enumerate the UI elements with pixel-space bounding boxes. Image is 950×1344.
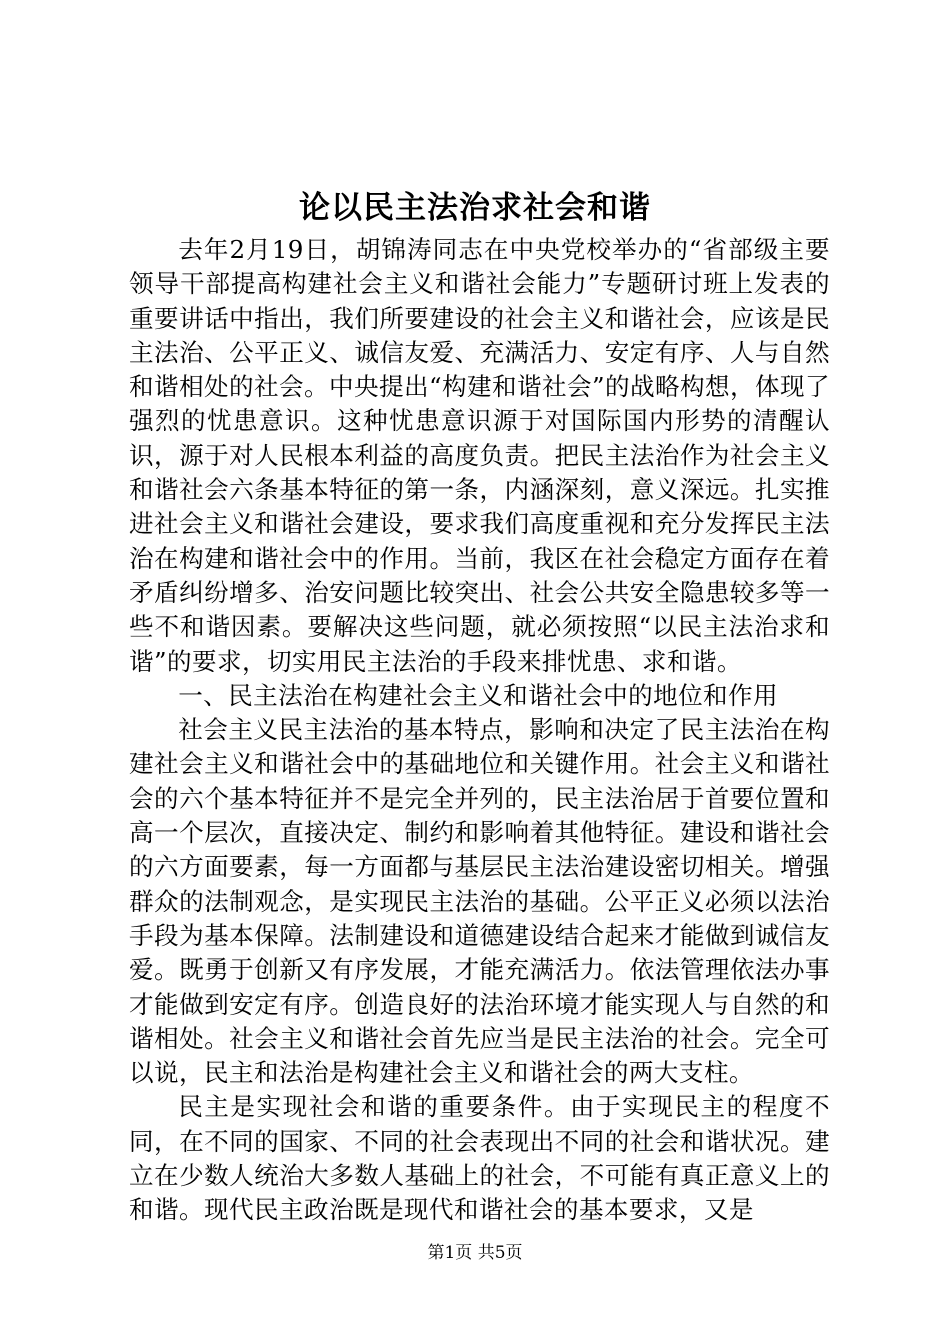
section-heading: 一、民主法治在构建社会主义和谐社会中的地位和作用 [178, 680, 779, 710]
page-number-footer: 第1页 共5页 [427, 1243, 523, 1263]
document-body [129, 233, 830, 1228]
body-paragraph: 社会主义民主法治的基本特点，影响和决定了民主法治在构建社会主义和谐社会中的基础地位和关键作用。社会主义和谐社会的六个基本特征并不是完全并列的，民主法治居于首要位置和高一个层次，直接决定、制约和影响着其他特征。建设和谐社会的六方面要素，每一方面都与基层民主法治建设密切相关。增强群众的法制观念，是实现民主法治的基础。公平正义必须以法治手段为基本保障。法制建设和道德建设结合起来才能做到诚信友爱。既勇于创新又有序发展，才能充满活力。依法管理依法办事才能做到安定有序。创造良好的法治环境才能实现人与自然的和谐相处。社会主义和谐社会首先应当是民主法治的社会。完全可以说，民主和法治是构建社会主义和谐社会的两大支柱。 [129, 715, 830, 1088]
body-paragraph: 民主是实现社会和谐的重要条件。由于实现民主的程度不同，在不同的国家、不同的社会表现出不同的社会和谐状况。建立在少数人统治大多数人基础上的社会，不可能有真正意义上的和谐。现代民主政治既是现代和谐社会的基本要求，又是 [129, 1092, 830, 1225]
document-title: 论以民主法治求社会和谐 [299, 190, 651, 226]
body-paragraph: 去年2月19日，胡锦涛同志在中央党校举办的“省部级主要领导干部提高构建社会主义和谐社会能力”专题研讨班上发表的重要讲话中指出，我们所要建设的社会主义和谐社会，应该是民主法治、公平正义、诚信友爱、充满活力、安定有序、人与自然和谐相处的社会。中央提出“构建和谐社会”的战略构想，体现了强烈的忧患意识。这种忧患意识源于对国际国内形势的清醒认识，源于对人民根本利益的高度负责。把民主法治作为社会主义和谐社会六条基本特征的第一条，内涵深刻，意义深远。扎实推进社会主义和谐社会建设，要求我们高度重视和充分发挥民主法治在构建和谐社会中的作用。当前，我区在社会稳定方面存在着矛盾纠纷增多、治安问题比较突出、社会公共安全隐患较多等一些不和谐因素。要解决这些问题，就必须按照“以民主法治求和谐”的要求，切实用民主法治的手段来排忧患、求和谐。 [129, 235, 830, 676]
